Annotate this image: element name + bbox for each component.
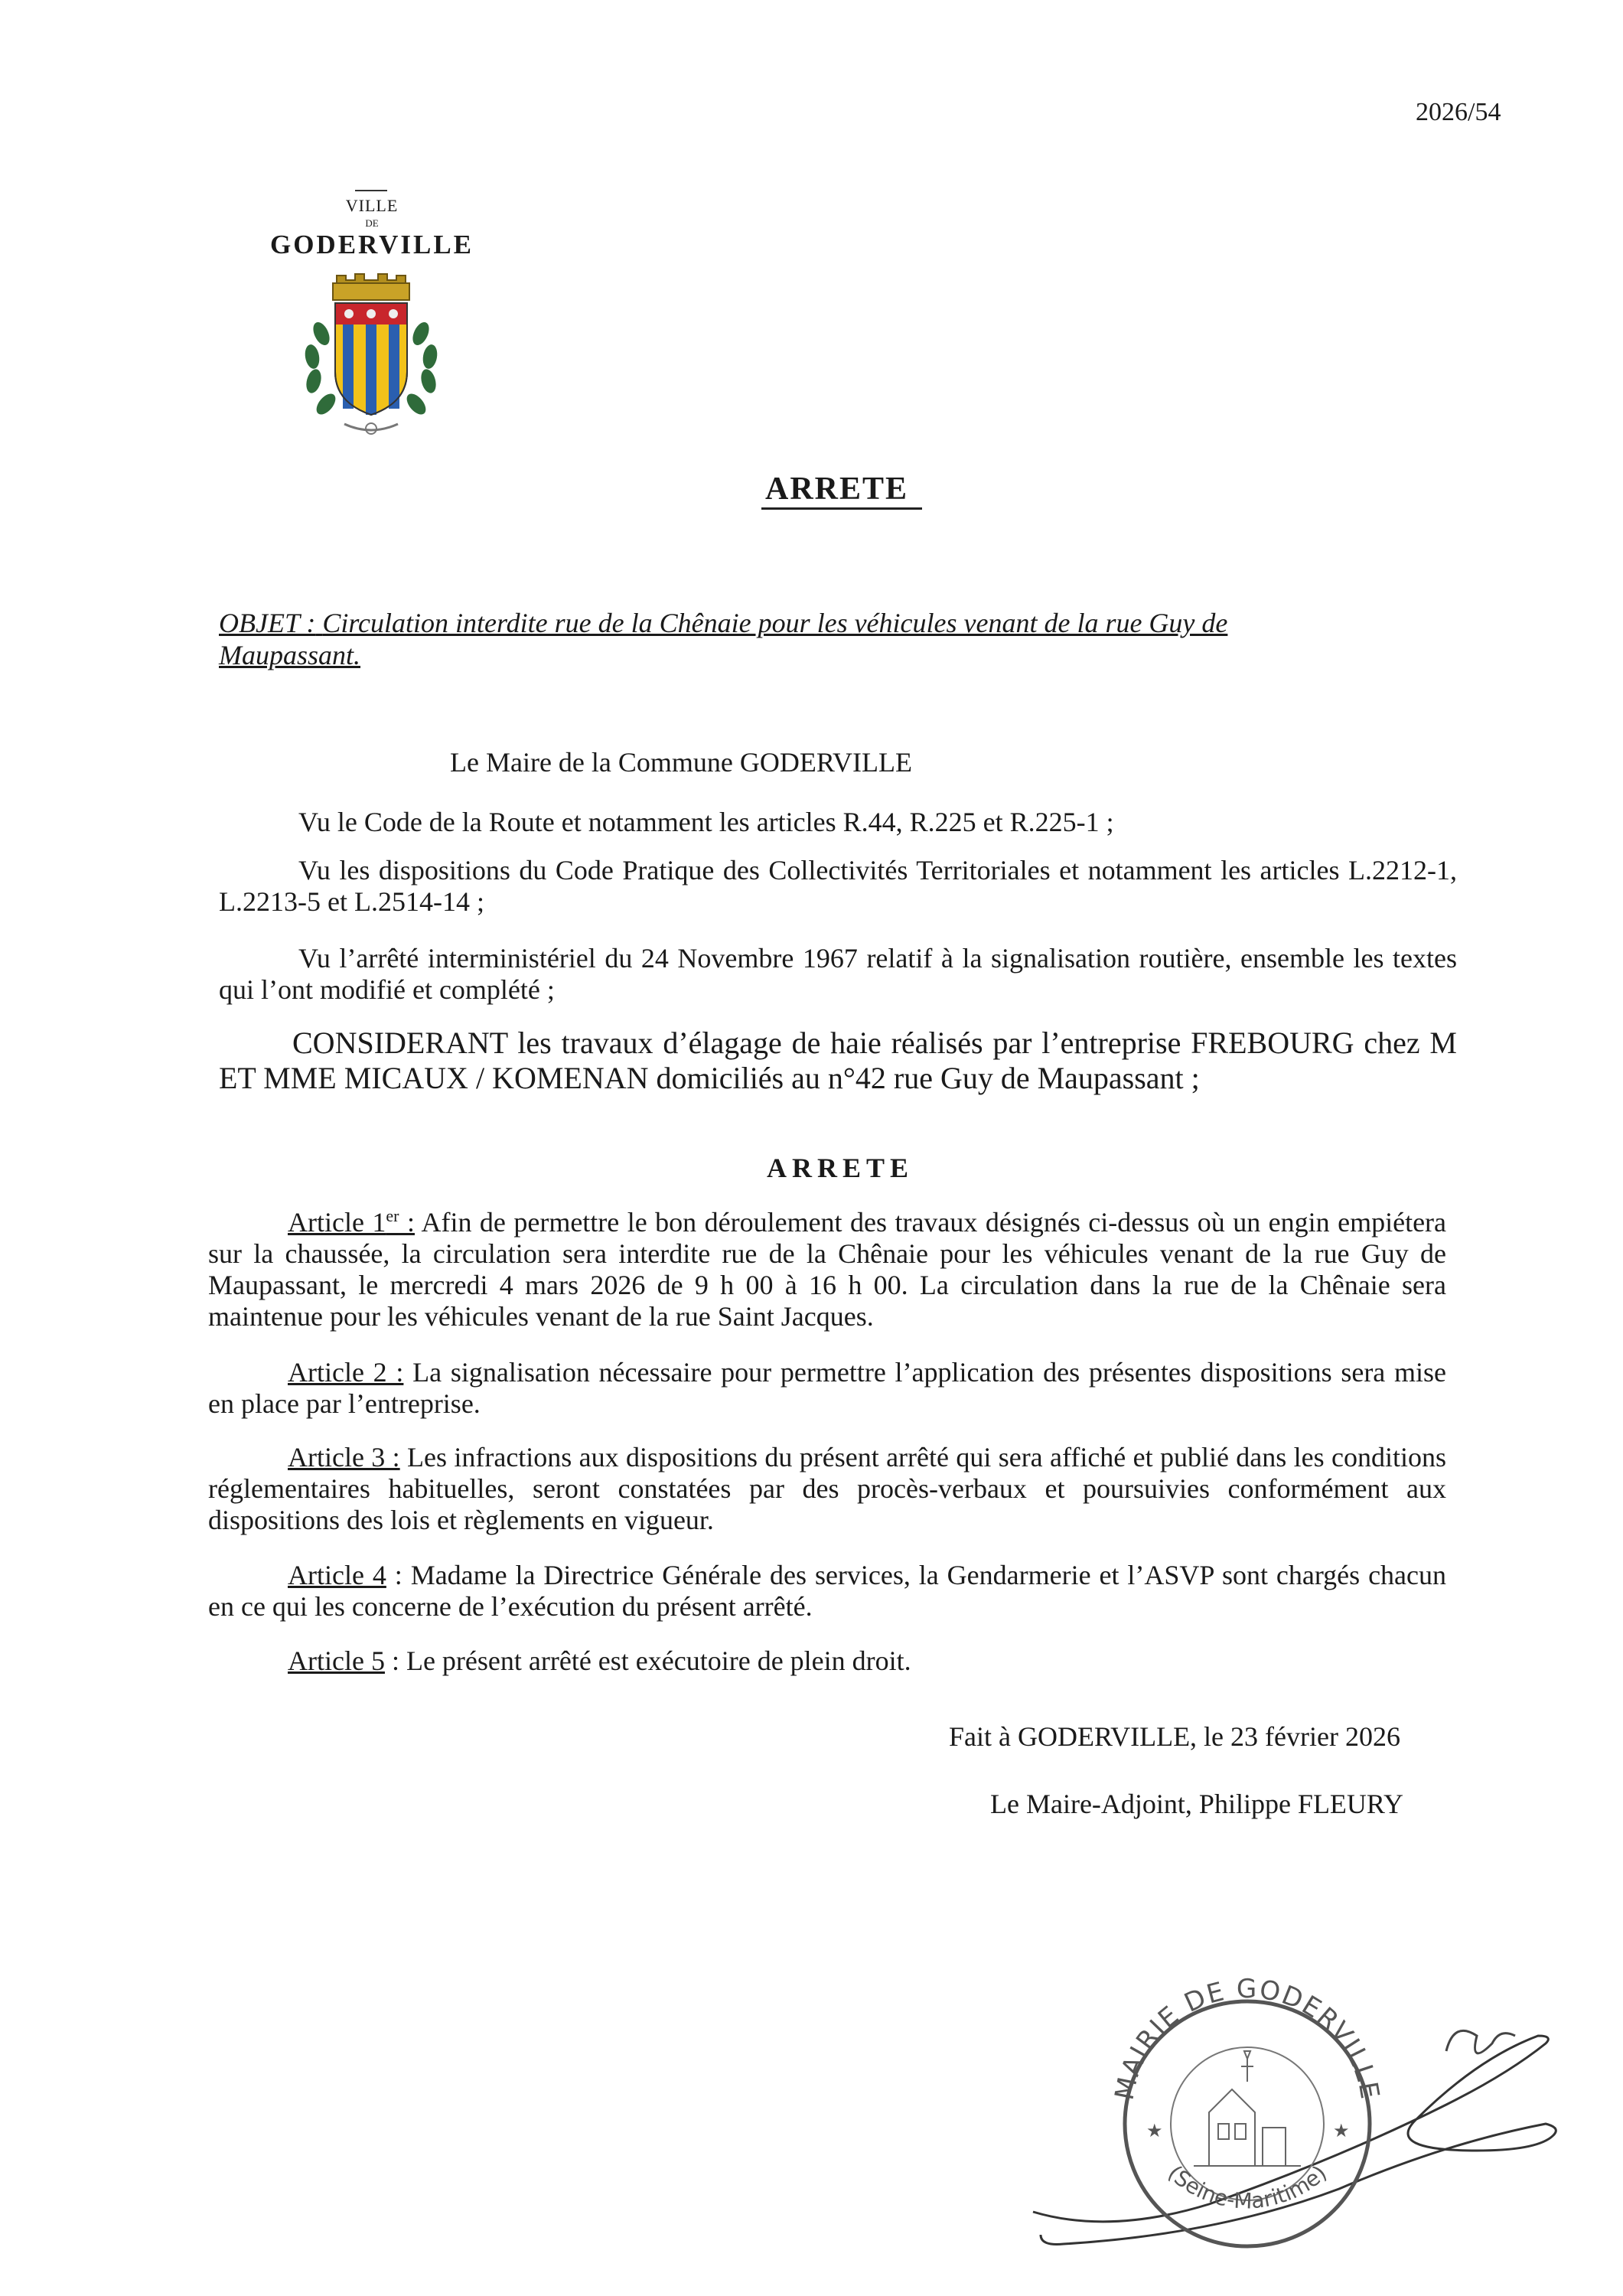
object-line: [219, 607, 1351, 671]
document-title: ARRETE: [765, 471, 909, 507]
svg-text:★: ★: [1146, 2120, 1163, 2141]
article-4-heading: Article 4: [288, 1560, 386, 1590]
official-stamp-icon: [1018, 1959, 1569, 2265]
article-2-text: La signalisation nécessaire pour permettre l’application des présentes dispositions sera mise en place par l’entreprise.: [208, 1357, 1447, 1419]
article-1: [208, 1200, 1446, 1332]
signatory: Le Maire-Adjoint, Philippe FLEURY: [990, 1789, 1403, 1819]
coat-of-arms-icon: [298, 272, 444, 448]
logo-town-name: GODERVILLE: [269, 230, 474, 259]
article-1-text: Afin de permettre le bon déroulement des travaux désignés ci-dessus où un engin empiétera sur la chaussée, la circulation sera interdite rue de la Chênaie pour les véhicules venant de la rue Guy de Maupassant, le mercredi 4 mars 2026 de 9 h 00 à 16 h 00. La circulation dans la rue de la Chênaie sera maintenue pour les véhicules venant de la rue Saint Jacques.: [208, 1207, 1447, 1332]
arrete-heading: ARRETE: [767, 1153, 914, 1183]
reference-number: 2026/54: [1416, 98, 1501, 126]
article-3-heading: Article 3 :: [288, 1442, 400, 1473]
vu-clause-3: Vu l’arrêté interministériel du 24 Novembre 1967 relatif à la signalisation routière, ensemble les textes qui l’ont modifié et complété ;: [219, 943, 1457, 1005]
svg-text:★: ★: [1333, 2120, 1350, 2141]
article-5-heading: Article 5: [288, 1645, 385, 1676]
article-5-text: : Le présent arrêté est exécutoire de plein droit.: [391, 1645, 911, 1676]
place-and-date: Fait à GODERVILLE, le 23 février 2026: [949, 1721, 1400, 1752]
svg-text:MAIRIE DE GODERVILLE: MAIRIE DE GODERVILLE: [1109, 1973, 1386, 2103]
vu-clause-1: Vu le Code de la Route et notamment les articles R.44, R.225 et R.225-1 ;: [298, 807, 1114, 837]
object-text-line1: Circulation interdite rue de la Chênaie pour les véhicules venant de la rue Guy de: [322, 608, 1228, 638]
article-4: [208, 1560, 1446, 1623]
article-1-heading: Article 1er :: [288, 1206, 415, 1238]
article-3: [208, 1442, 1446, 1536]
article-5: [208, 1645, 1446, 1677]
article-2: [208, 1357, 1446, 1420]
article-3-text: Les infractions aux dispositions du présent arrêté qui sera affiché et publié dans les conditions réglementaires habituelles, seront constatées par des procès-verbaux et poursuivies conformément aux dispositions des lois et règlements en vigueur.: [208, 1442, 1446, 1535]
logo-ville: VILLE: [345, 196, 399, 215]
logo-de: DE: [365, 217, 379, 229]
title-underline: [761, 507, 922, 510]
article-2-heading: Article 2 :: [288, 1357, 404, 1388]
town-logo: [243, 182, 500, 458]
svg-text:(Seine-Maritime): (Seine-Maritime): [1162, 2160, 1332, 2214]
mayor-intro: Le Maire de la Commune GODERVILLE: [450, 747, 912, 778]
considerant-clause: CONSIDERANT les travaux d’élagage de haie réalisés par l’entreprise FREBOURG chez M ET MME MICAUX / KOMENAN domiciliés au n°42 rue Guy de Maupassant ;: [219, 1026, 1457, 1095]
object-label: OBJET :: [219, 608, 316, 638]
article-4-text: : Madame la Directrice Générale des services, la Gendarmerie et l’ASVP sont chargés chacun en ce qui les concerne de l’exécution du présent arrêté.: [208, 1560, 1447, 1622]
object-text-line2: Maupassant.: [219, 640, 361, 670]
vu-clause-2: Vu les dispositions du Code Pratique des Collectivités Territoriales et notamment les articles L.2212-1, L.2213-5 et L.2514-14 ;: [219, 855, 1457, 917]
